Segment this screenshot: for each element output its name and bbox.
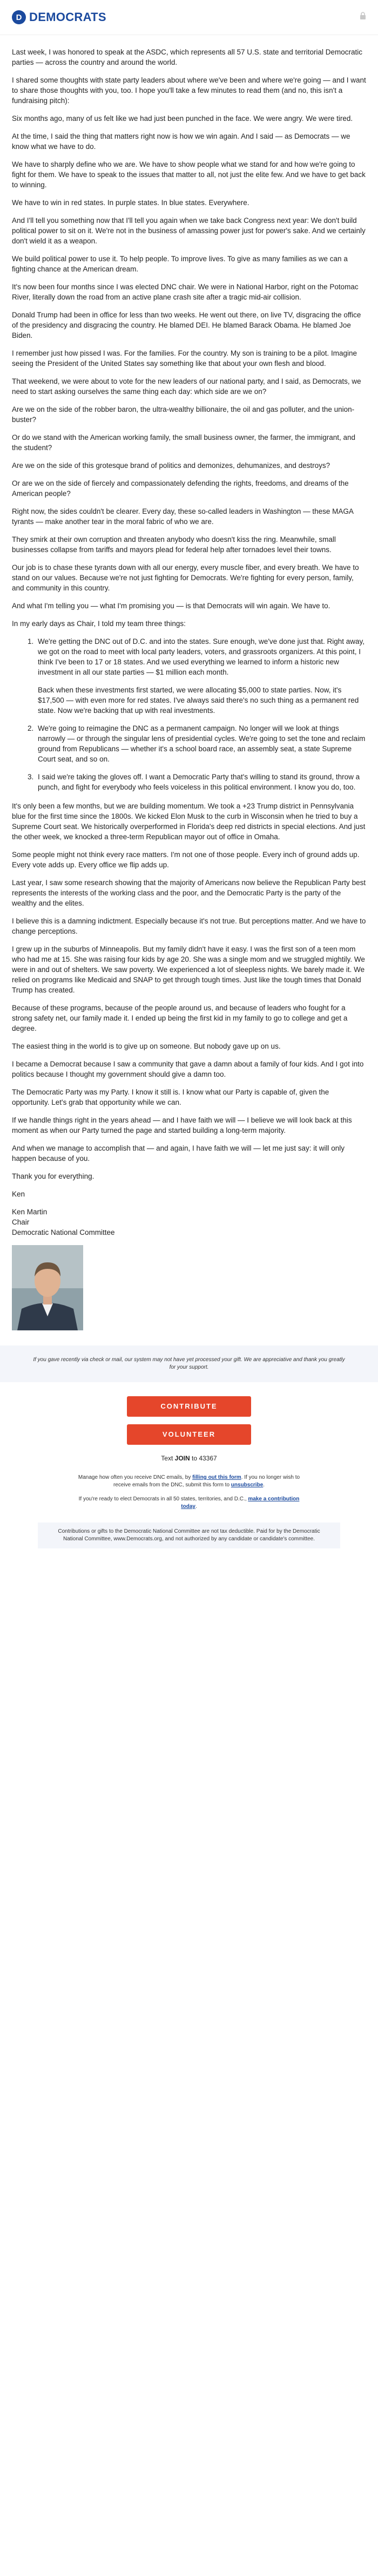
letter-paragraph: We have to win in red states. In purple states. In blue states. Everywhere. [12, 199, 249, 207]
ready-text-a: If you're ready to elect Democrats in all 50 states, territories, and D.C., [78, 1496, 248, 1502]
priority-text: 1. We're getting the DNC out of D.C. and into the states. Sure enough, we've done just that. Right away, we got on the road to meet with local party leaders, voters, and grassroots organizers. At this point, I think I've been to 17 or 18 states. And we used everything we learned to inform a historic new investment in all our state parties — $1 million each month. [38, 637, 364, 676]
ready-text-b: . [195, 1504, 197, 1510]
text-join-line [0, 1454, 378, 1462]
letter-paragraph: Our job is to chase these tyrants down with all our energy, every muscle fiber, and every breath. We have to stand on our values. Because we're not just fighting for Democrats. We're fighting for every person, family, and community in this country. [12, 563, 359, 592]
letter-paragraph: And when we manage to accomplish that — and again, I have faith we will — let me just say: it will only happen because of you. [12, 1144, 345, 1163]
priority-item [36, 772, 366, 792]
letter-paragraph: I became a Democrat because I saw a community that gave a damn about a family of four kids. And I got into politics because I thought my government should give a damn too. [12, 1060, 364, 1078]
letter-paragraph: The Democratic Party was my Party. I know it still is. I know what our Party is capable of, given the opportunity. Let's grab that opportunity while we can. [12, 1088, 329, 1106]
unsubscribe-link[interactable]: unsubscribe [231, 1482, 264, 1488]
letter-paragraph: Are we on the side of this grotesque brand of politics and demonizes, dehumanizes, and destroys? [12, 461, 330, 470]
manage-emails-text [70, 1474, 308, 1489]
letter-paragraph: Donald Trump had been in office for less than two weeks. He went out there, on live TV, disgracing the office of the presidency and disgracing the country. He blamed DEI. He blamed Barack Obama. He blamed Joe Biden. [12, 311, 361, 339]
legal-disclaimer: Contributions or gifts to the Democratic National Committee are not tax deductible. Paid for by the Democratic National Committee, www.Democrats.org, and not authorized by any candidate or candidate's committee. [38, 1523, 340, 1548]
contribute-button[interactable]: CONTRIBUTE [127, 1396, 251, 1417]
text-suffix: to 43367 [190, 1454, 217, 1462]
letter-paragraph: Six months ago, many of us felt like we had just been punched in the face. We were angry. We were tired. [12, 114, 353, 123]
three-priorities-list [12, 636, 366, 792]
letter-paragraph: We have to sharply define who we are. We have to show people what we stand for and how we're going to fight for them. We have to speak to the issues that matter to all, not just the elite few. And we have to get back to winning. [12, 160, 366, 189]
priority-item [36, 636, 366, 716]
signature-org: Democratic National Committee [12, 1228, 115, 1236]
letter-paragraph: It's only been a few months, but we are building momentum. We took a +23 Trump district in Pennsylvania blue for the first time since the 1800s. We kicked Elon Musk to the curb in Wisconsin when he tried to buy a Supreme Court seat. We historically overperformed in Florida's deep red districts in special elections. And just the other week, we knocked a three-term Republican mayor out of office in Omaha. [12, 802, 366, 841]
cta-buttons [0, 1382, 378, 1445]
democrats-logo-mark: D [12, 10, 26, 24]
signature-name: Ken Martin [12, 1208, 48, 1216]
letter-paragraph: Because of these programs, because of the people around us, and because of leaders who fought for a strong safety net, our family made it. I ended up being the first kid in my family to go to college and get a degree. [12, 1004, 348, 1032]
letter-paragraph: Last week, I was honored to speak at the ASDC, which represents all 57 U.S. state and territorial Democratic parties — across the country and around the world. [12, 48, 363, 66]
letter-paragraph: Are we on the side of the robber baron, the ultra-wealthy billionaire, the oil and gas polluter, and the union-buster? [12, 405, 355, 424]
priority-text: 3. I said we're taking the gloves off. I want a Democratic Party that's willing to stand its ground, throw a punch, and fight for everybody who feels voiceless in this political environment. I know you do, too. [38, 773, 360, 791]
letter-paragraph: If we handle things right in the years ahead — and I have faith we will — I believe we will look back at this moment as when our Party turned the page and started building a long-term majority. [12, 1116, 352, 1134]
letter-paragraph: The easiest thing in the world is to give up on someone. But nobody gave up on us. [12, 1042, 281, 1050]
letter-paragraph: In my early days as Chair, I told my team three things: [12, 620, 186, 628]
volunteer-button[interactable]: VOLUNTEER [127, 1424, 251, 1445]
manage-form-link[interactable]: filling out this form [192, 1474, 241, 1480]
signature-block [12, 1207, 366, 1238]
democrats-logo[interactable] [12, 10, 106, 24]
manage-text-a: Manage how often you receive DNC emails, by [78, 1474, 193, 1480]
priority-text: 2. We're going to reimagine the DNC as a permanent campaign. No longer will we look at things narrowly — or through the singular lens of presidential cycles. We're going to set the tone and reclaim ground from Republicans — whether it's a school board race, an assembly seat, a state Supreme Court seat, and so on. [38, 724, 366, 763]
letter-paragraph: I shared some thoughts with state party leaders about where we've been and where we're going — and I want to share those thoughts with you, too. I hope you'll take a few minutes to read them (and no, this isn't a fundraising pitch): [12, 76, 366, 105]
letter-paragraph: They smirk at their own corruption and threaten anybody who doesn't kiss the ring. Meanwhile, small businesses collapse from tariffs and mayors plead for federal help after tornadoes level their towns. [12, 535, 336, 554]
signature-title: Chair [12, 1218, 30, 1226]
letter-paragraphs-a [12, 47, 366, 629]
text-prefix: Text [161, 1454, 175, 1462]
letter-paragraph: At the time, I said the thing that matters right now is how we win again. And I said — as Democrats — we know what we have to do. [12, 132, 350, 151]
letter-body [0, 47, 378, 1330]
manage-text-b: . If you no longer wish to receive emails from the DNC, submit this form to [113, 1474, 300, 1488]
letter-paragraph: And I'll tell you something now that I'll tell you again when we take back Congress next year: We don't build political power to sit on it. We're not in the business of amassing power just for power's sake. And we certainly don't wield it as a weapon. [12, 216, 366, 245]
letter-paragraph: Or are we on the side of fiercely and compassionately defending the rights, freedoms, and dreams of the American people? [12, 479, 349, 498]
signature-first-name: Ken [12, 1190, 25, 1198]
letter-paragraphs-b [12, 801, 366, 1181]
letter-paragraph: We build political power to use it. To help people. To improve lives. To give as many families as we can a fighting chance at the American dream. [12, 255, 348, 273]
manage-text-c: . [263, 1482, 265, 1488]
ken-martin-photo [12, 1245, 83, 1330]
priority-item [36, 723, 366, 764]
letter-paragraph: Some people might not think every race matters. I'm not one of those people. Every inch of ground adds up. Every vote adds up. Every office we flip adds up. [12, 851, 360, 869]
letter-paragraph: I believe this is a damning indictment. Especially because it's not true. But perceptions matter. And we have to change perceptions. [12, 917, 366, 935]
email-header [0, 0, 378, 35]
text-keyword: JOIN [174, 1454, 190, 1462]
contribution-link[interactable]: make a contribution today [181, 1496, 300, 1510]
letter-paragraph: I remember just how pissed I was. For the families. For the country. My son is training to be a pilot. Imagine seeing the President of the United States say something like that about your own flesh and blood. [12, 349, 357, 368]
letter-paragraph: I grew up in the suburbs of Minneapolis. But my family didn't have it easy. I was the first son of a teen mom who had me at 15. She was raising four kids by age 20. She was a single mom and we struggled mightily. We were in and out of shelters. We saw poverty. We experienced a lot of sleepless nights. We barely made it. We relied on programs like Medicaid and SNAP to get through tough times. Just like the tough times that Donald Trump has created. [12, 945, 365, 994]
letter-paragraph: Or do we stand with the American working family, the small business owner, the farmer, the immigrant, and the student? [12, 433, 356, 452]
lock-icon [360, 12, 366, 19]
letter-paragraph: Last year, I saw some research showing that the majority of Americans now believe the Republican Party best represents the interests of the working class and the poor, and the Democratic Party is the party of the wealthy and the elites. [12, 879, 366, 907]
letter-paragraph: It's now been four months since I was elected DNC chair. We were in National Harbor, right on the Potomac River, literally down the road from an active plane crash site after a tragic mid-air collision. [12, 283, 359, 301]
letter-paragraph: And what I'm telling you — what I'm promising you — is that Democrats will win again. We have to. [12, 602, 330, 610]
letter-paragraph: Thank you for everything. [12, 1172, 94, 1180]
recent-gift-note: If you gave recently via check or mail, our system may not have yet processed your gift. We are appreciative and thank you greatly for your support. [0, 1345, 378, 1382]
letter-paragraph: Right now, the sides couldn't be clearer. Every day, these so-called leaders in Washington — these MAGA tyrants — make another tear in the moral fabric of who we are. [12, 507, 354, 526]
priority-followup-text: Back when these investments first started, we were allocating $5,000 to state parties. Now, it's $17,500 — with even more for red states. I've always said there's no such thing as a permanent red state. Now we're backing that up with real investments. [38, 686, 359, 715]
ready-to-elect-text [70, 1496, 308, 1511]
letter-paragraph: That weekend, we were about to vote for the new leaders of our national party, and I said, as Democrats, we need to start asking ourselves the same thing each day: which side are we on? [12, 377, 361, 396]
democrats-logo-text: DEMOCRATS [29, 10, 106, 24]
